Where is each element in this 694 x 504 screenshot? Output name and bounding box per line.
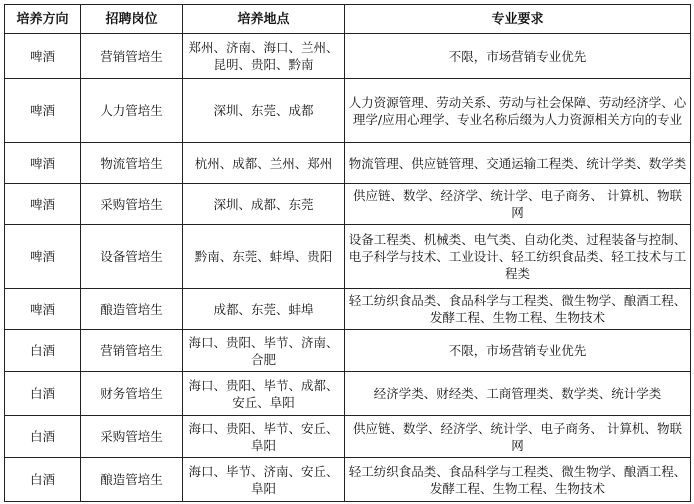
- cell-position: 酿造管培生: [81, 458, 183, 502]
- cell-location: 海口、贵阳、毕节、安丘、阜阳: [183, 416, 345, 458]
- cell-requirement: 供应链、数学、经济学、统计学、电子商务、 计算机、物联网: [345, 184, 691, 225]
- cell-requirement: 经济学类、财经类、工商管理类、数学类、统计学类: [345, 372, 691, 416]
- cell-requirement: 轻工纺织食品类、食品科学与工程类、微生物学、酿酒工程、发酵工程、生物工程、生物技术: [345, 458, 691, 502]
- cell-position: 采购管培生: [81, 416, 183, 458]
- header-position: 招聘岗位: [81, 5, 183, 34]
- cell-location: 深圳、成都、东莞: [183, 184, 345, 225]
- cell-location: 杭州、成都、兰州、郑州: [183, 143, 345, 184]
- cell-direction: 啤酒: [5, 184, 81, 225]
- cell-requirement: 物流管理、供应链管理、交通运输工程类、统计学类、数学类: [345, 143, 691, 184]
- cell-requirement: 不限，市场营销专业优先: [345, 330, 691, 372]
- cell-location: 海口、贵阳、毕节、成都、安丘、阜阳: [183, 372, 345, 416]
- cell-location: 成都、东莞、蚌埠: [183, 289, 345, 330]
- cell-position: 酿造管培生: [81, 289, 183, 330]
- table-row: [5, 225, 691, 289]
- cell-requirement: 设备工程类、机械类、电气类、自动化类、过程装备与控制、电子科学与技术、工业设计、轻工纺织食品类、轻工技术与工程类: [345, 225, 691, 289]
- cell-requirement: 供应链、数学、经济学、统计学、电子商务、 计算机、物联网: [345, 416, 691, 458]
- cell-position: 财务管培生: [81, 372, 183, 416]
- cell-direction: 白酒: [5, 458, 81, 502]
- table-row: [5, 34, 691, 79]
- cell-direction: 白酒: [5, 330, 81, 372]
- cell-location: 海口、毕节、济南、安丘、阜阳: [183, 458, 345, 502]
- cell-requirement: 不限，市场营销专业优先: [345, 34, 691, 79]
- cell-position: 物流管培生: [81, 143, 183, 184]
- cell-location: 深圳、东莞、成都: [183, 79, 345, 143]
- cell-position: 营销管培生: [81, 330, 183, 372]
- table-row: [5, 184, 691, 225]
- cell-direction: 啤酒: [5, 34, 81, 79]
- table-row: [5, 289, 691, 330]
- table-row: [5, 372, 691, 416]
- cell-requirement: 人力资源管理、劳动关系、劳动与社会保障、劳动经济学、心理学/应用心理学、专业名称后缀为人力资源相关方向的专业: [345, 79, 691, 143]
- cell-direction: 白酒: [5, 372, 81, 416]
- header-location: 培养地点: [183, 5, 345, 34]
- cell-position: 人力管培生: [81, 79, 183, 143]
- cell-direction: 啤酒: [5, 79, 81, 143]
- header-requirement: 专业要求: [345, 5, 691, 34]
- table-row: [5, 143, 691, 184]
- cell-position: 采购管培生: [81, 184, 183, 225]
- table-row: [5, 416, 691, 458]
- cell-requirement: 轻工纺织食品类、食品科学与工程类、微生物学、酿酒工程、发酵工程、生物工程、生物技术: [345, 289, 691, 330]
- table-row: [5, 330, 691, 372]
- table-row: [5, 458, 691, 502]
- cell-location: 郑州、济南、海口、兰州、昆明、贵阳、黔南: [183, 34, 345, 79]
- cell-direction: 啤酒: [5, 289, 81, 330]
- cell-position: 设备管培生: [81, 225, 183, 289]
- cell-location: 海口、贵阳、毕节、济南、合肥: [183, 330, 345, 372]
- recruitment-table: [4, 4, 691, 502]
- cell-location: 黔南、东莞、蚌埠、贵阳: [183, 225, 345, 289]
- table-header-row: [5, 5, 691, 34]
- cell-position: 营销管培生: [81, 34, 183, 79]
- cell-direction: 啤酒: [5, 225, 81, 289]
- cell-direction: 啤酒: [5, 143, 81, 184]
- table-row: [5, 79, 691, 143]
- header-direction: 培养方向: [5, 5, 81, 34]
- cell-direction: 白酒: [5, 416, 81, 458]
